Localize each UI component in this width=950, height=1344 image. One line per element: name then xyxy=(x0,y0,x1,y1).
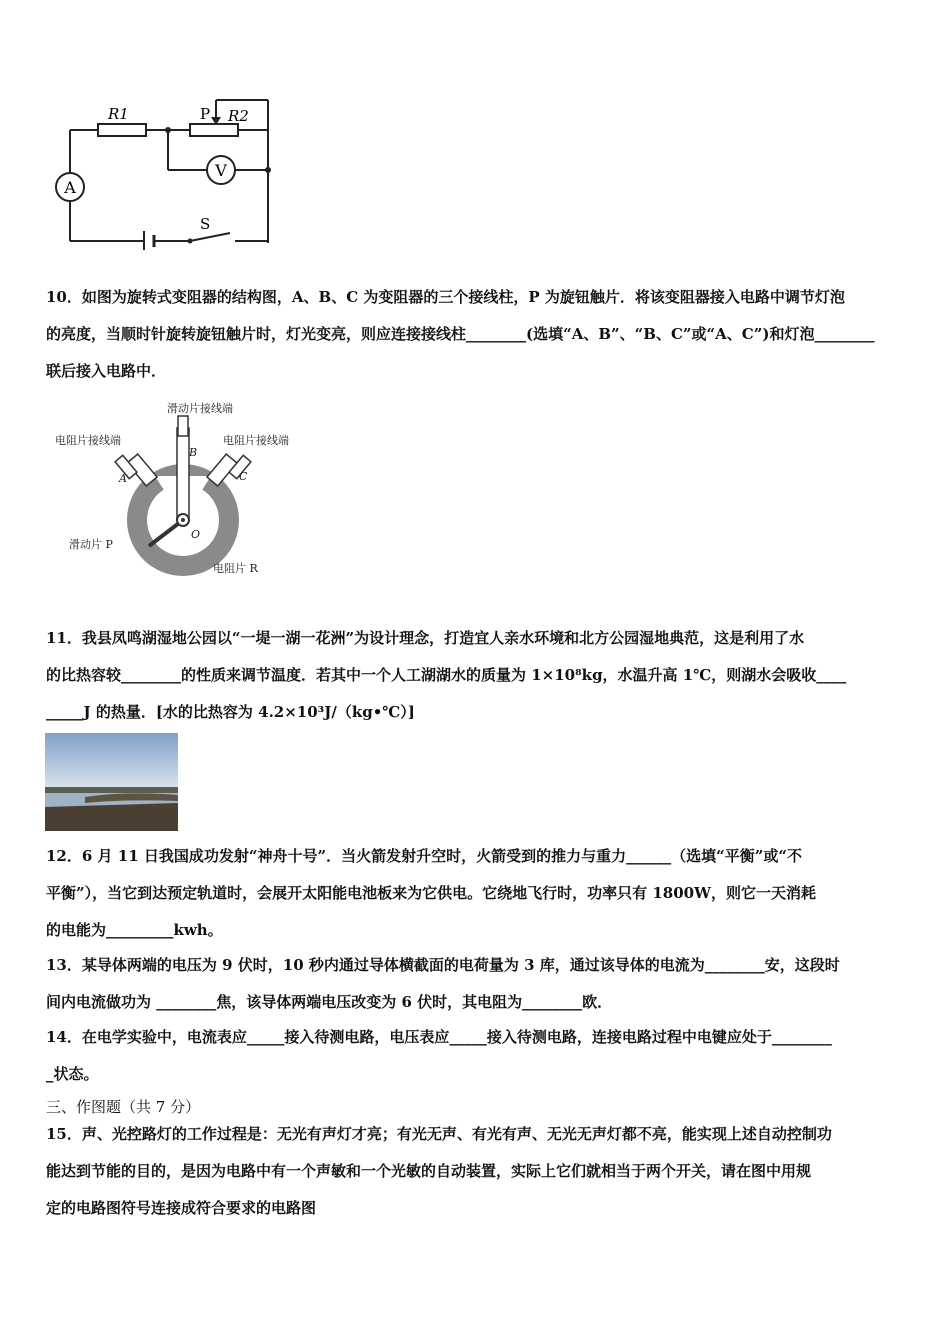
q10-line3: 联后接入电路中． xyxy=(46,362,167,380)
resistor-label: 电阻片 R xyxy=(213,562,258,575)
q10-line1: 10．如图为旋转式变阻器的结构图，A、B、C 为变阻器的三个接线柱，P 为旋钮触片．将该变阻器接入电路中调节灯泡 xyxy=(46,288,845,306)
q15-line1: 15．声、光控路灯的工作过程是：无光有声灯才亮；有光无声、有光有声、无光无声灯都不亮，能实现上述自动控制功 xyxy=(46,1125,832,1143)
left-terminal-label: 电阻片接线端 xyxy=(55,434,121,447)
rheostat-diagram xyxy=(55,400,315,585)
wetland-photo xyxy=(45,733,178,831)
q12-line1: 12．6 月 11 日我国成功发射“神舟十号”．当火箭发射升空时，火箭受到的推力与重力______（选填“平衡”或“不 xyxy=(46,847,802,865)
q11-line3: _____J 的热量．[水的比热容为 4.2×10³J/（kg•℃）] xyxy=(46,703,415,721)
p-label: P xyxy=(200,105,211,123)
r1-label: R1 xyxy=(108,105,129,123)
label-b: B xyxy=(189,446,198,459)
q12-line3: 的电能为_________kwh。 xyxy=(46,921,223,939)
circuit-diagram xyxy=(50,95,285,250)
q15-line2: 能达到节能的目的，是因为电路中有一个声敏和一个光敏的自动装置，实际上它们就相当于两个开关，请在图中用规 xyxy=(46,1162,812,1180)
voltmeter-label: V xyxy=(215,161,227,180)
q13-line1: 13．某导体两端的电压为 9 伏时，10 秒内通过导体横截面的电荷量为 3 库，通过该导体的电流为________安，这段时 xyxy=(46,956,840,974)
ammeter-label: A xyxy=(64,178,76,197)
switch-label: S xyxy=(200,215,211,233)
label-o: O xyxy=(191,528,201,541)
q11-line1: 11．我县凤鸣湖湿地公园以“一堤一湖一花洲”为设计理念，打造宜人亲水环境和北方公园湿地典范，这是利用了水 xyxy=(46,629,805,647)
q12-line2: 平衡”），当它到达预定轨道时，会展开太阳能电池板来为它供电。它绕地飞行时，功率只有 1800W，则它一天消耗 xyxy=(46,884,816,902)
label-c: C xyxy=(239,470,248,483)
r2-label: R2 xyxy=(228,107,249,125)
q15-line3: 定的电路图符号连接成符合要求的电路图 xyxy=(46,1199,317,1217)
q13-line2: 间内电流做功为 ________焦，该导体两端电压改变为 6 伏时，其电阻为________欧． xyxy=(46,993,613,1011)
q14-line1: 14．在电学实验中，电流表应_____接入待测电路，电压表应_____接入待测电路，连接电路过程中电键应处于________ xyxy=(46,1028,832,1046)
right-terminal-label: 电阻片接线端 xyxy=(223,434,289,447)
q10-line2: 的亮度，当顺时针旋转旋钮触片时，灯光变亮，则应连接接线柱________(选填“A、B”、“B、C”或“A、C”)和灯泡________ xyxy=(46,325,875,343)
slider-label: 滑动片 P xyxy=(69,538,113,551)
q11-line2: 的比热容较________的性质来调节温度．若其中一个人工湖湖水的质量为 1×10⁸kg，水温升高 1℃，则湖水会吸收____ xyxy=(46,666,847,684)
top-terminal-label: 滑动片接线端 xyxy=(167,402,233,415)
q14-line2: _状态。 xyxy=(46,1065,99,1083)
label-a: A xyxy=(119,472,127,485)
section-title: 三、作图题（共 7 分） xyxy=(46,1098,201,1116)
